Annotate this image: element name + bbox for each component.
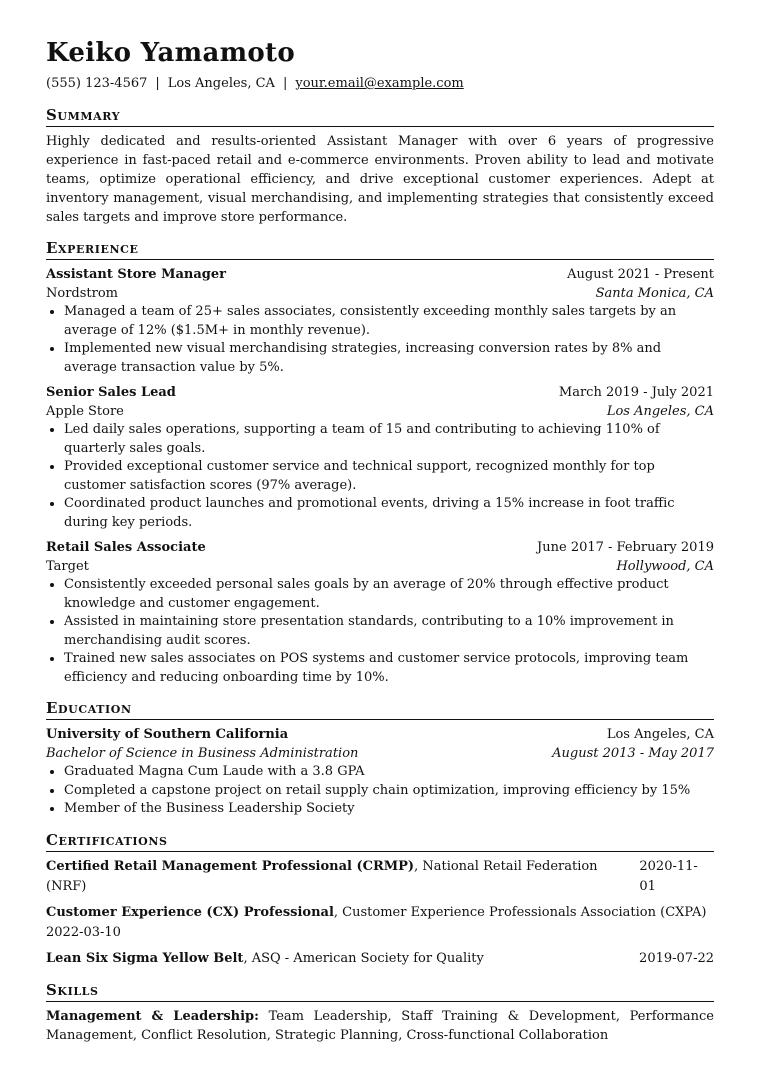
cert-date: 2020-11-01 bbox=[639, 858, 698, 894]
list-item: • Coordinated product launches and promotional events, driving a 15% increase in foot traffic during key periods. bbox=[64, 495, 714, 532]
list-item: • Consistently exceeded personal sales goals by an average of 20% through effective product knowledge and customer engagement. bbox=[64, 576, 714, 613]
section-title-education: Education bbox=[46, 698, 714, 720]
phone: (555) 123-4567 bbox=[46, 76, 148, 91]
job-role: Senior Sales Lead bbox=[46, 385, 176, 400]
school-location: Los Angeles, CA bbox=[606, 727, 714, 742]
certification-item bbox=[46, 903, 714, 943]
list-item: • Led daily sales operations, supporting a team of 15 and contributing to achieving 110% of quarterly sales goals. bbox=[64, 421, 714, 458]
job-entry bbox=[46, 383, 714, 532]
job-company: Nordstrom bbox=[46, 286, 119, 301]
cert-name: Lean Six Sigma Yellow Belt bbox=[46, 950, 244, 966]
skills-text: Team Leadership, Staff Training & Development, Performance Management, Conflict Resolution, Strategic Planning, Cross-functional Collaboration bbox=[46, 1008, 714, 1043]
education-entry bbox=[46, 725, 714, 819]
separator: | bbox=[155, 76, 160, 91]
skills-line bbox=[46, 1007, 714, 1045]
job-location: Santa Monica, CA bbox=[595, 286, 714, 301]
list-item: • Member of the Business Leadership Society bbox=[64, 800, 714, 819]
section-title-summary: Summary bbox=[46, 105, 714, 127]
cert-date: 2019-07-22 bbox=[639, 950, 714, 966]
skills-label: Management & Leadership: bbox=[46, 1008, 259, 1024]
job-dates: June 2017 - February 2019 bbox=[537, 540, 714, 555]
job-company: Target bbox=[46, 559, 89, 574]
job-bullets bbox=[46, 421, 714, 532]
job-bullets bbox=[46, 303, 714, 377]
cert-issuer: , National Retail Federation (NRF) bbox=[46, 858, 598, 894]
job-role: Retail Sales Associate bbox=[46, 540, 206, 555]
education-bullets bbox=[46, 763, 714, 819]
job-bullets bbox=[46, 576, 714, 687]
section-title-certifications: Certifications bbox=[46, 830, 714, 852]
list-item: • Managed a team of 25+ sales associates, consistently exceeding monthly sales targets by an average of 12% ($1.5M+ in monthly revenue). bbox=[64, 303, 714, 340]
list-item: • Assisted in maintaining store presentation standards, contributing to a 10% improvement in merchandising audit scores. bbox=[64, 613, 714, 650]
email-link[interactable]: your.email@example.com bbox=[295, 76, 464, 91]
list-item: • Trained new sales associates on POS systems and customer service protocols, improving team efficiency and reducing onboarding time by 10%. bbox=[64, 650, 714, 687]
certification-item bbox=[46, 857, 714, 897]
resume-page bbox=[46, 36, 714, 1045]
certification-item bbox=[46, 949, 714, 969]
job-role: Assistant Store Manager bbox=[46, 267, 227, 282]
cert-issuer: , ASQ - American Society for Quality bbox=[243, 950, 484, 966]
degree: Bachelor of Science in Business Administration bbox=[46, 746, 359, 761]
location: Los Angeles, CA bbox=[167, 76, 275, 91]
cert-name: Customer Experience (CX) Professional bbox=[46, 904, 334, 920]
education-dates: August 2013 - May 2017 bbox=[552, 746, 714, 761]
job-company: Apple Store bbox=[46, 404, 124, 419]
job-location: Los Angeles, CA bbox=[606, 404, 714, 419]
job-entry bbox=[46, 265, 714, 377]
cert-name: Certified Retail Management Professional (CRMP) bbox=[46, 858, 415, 874]
summary-text: Highly dedicated and results-oriented Assistant Manager with over 6 years of progressive experience in fast-paced retail and e-commerce environments. Proven ability to lead and motivate teams, optimize operational efficiency, and drive exceptional customer experiences. Adept at inventory management, visual merchandising, and implementing strategies that consistently exceed sales targets and improve store performance. bbox=[46, 134, 714, 225]
job-dates: August 2021 - Present bbox=[567, 267, 714, 282]
job-dates: March 2019 - July 2021 bbox=[558, 385, 714, 400]
job-location: Hollywood, CA bbox=[616, 559, 714, 574]
list-item: • Provided exceptional customer service and technical support, recognized monthly for top customer satisfaction scores (97% average). bbox=[64, 458, 714, 495]
separator: | bbox=[282, 76, 288, 91]
candidate-name: Keiko Yamamoto bbox=[46, 38, 296, 68]
list-item: • Graduated Magna Cum Laude with a 3.8 GPA bbox=[64, 763, 714, 782]
job-entry bbox=[46, 538, 714, 687]
school-name: University of Southern California bbox=[46, 727, 289, 742]
contact-line bbox=[46, 74, 714, 94]
list-item: • Completed a capstone project on retail supply chain optimization, improving efficiency by 15% bbox=[64, 782, 714, 801]
cert-date: 2022-03-10 bbox=[46, 924, 121, 940]
cert-issuer: , Customer Experience Professionals Association (CXPA) bbox=[333, 904, 707, 920]
section-title-skills: Skills bbox=[46, 980, 714, 1002]
list-item: • Implemented new visual merchandising strategies, increasing conversion rates by 8% and average transaction value by 5%. bbox=[64, 340, 714, 377]
section-title-experience: Experience bbox=[46, 238, 714, 260]
